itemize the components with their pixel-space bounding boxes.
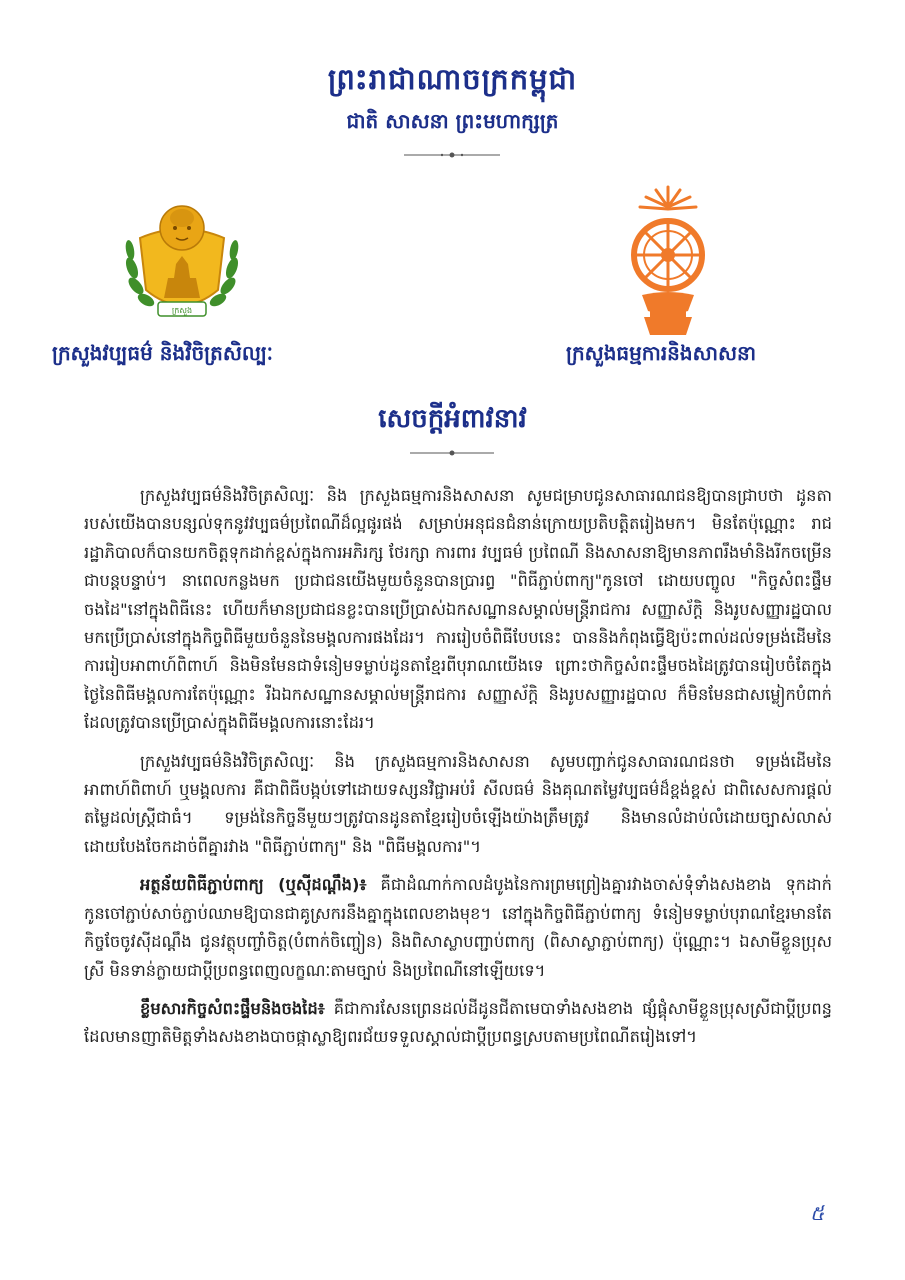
paragraph-1 xyxy=(84,482,832,738)
document-title: សេចក្ដីអំពាវនាវ xyxy=(378,404,527,434)
header-divider-ornament xyxy=(402,150,502,160)
paragraph-1-text: ក្រសួងវប្បធម៌និងវិចិត្រសិល្បៈ និង ក្រសួងធម្មការនិងសាសនា សូមជម្រាបជូនសាធារណជនឱ្យបានជ្រាបថា ដូនតារបស់យើងបានបន្សល់ទុកនូវវប្បធម៌ប្រពៃណីដ៏ល្អផូរផង់ សម្រាប់អនុជនជំនាន់ក្រោយប្រតិបត្តិតរៀងមក។ មិនតែប៉ុណ្ណោះ រាជរដ្ឋាភិបាលក៏បានយកចិត្តទុកដាក់ខ្ពស់ក្នុងការអភិរក្ស ថែរក្សា ការពារ វប្បធម៌ ប្រពៃណី និងសាសនាឱ្យមានភាពរឹងមាំនិងរីកចម្រើនជាបន្តបន្ទាប់។ នាពេលកន្លងមក ប្រជាជនយើងមួយចំនួនបានប្រារព្ធ "ពិធីភ្ជាប់ពាក្យ"កូនចៅ ដោយបញ្ចូល "កិច្ចសំពះផ្ទឹមចងដៃ"នៅក្នុងពិធីនេះ ហើយក៏មានប្រជាជនខ្លះបានប្រើប្រាស់ឯកសណ្ឋានសម្គាល់មន្ត្រីរាជការ សញ្ញាស័ក្តិ និងរូបសញ្ញារដ្ឋបាល មកប្រើប្រាស់នៅក្នុងកិច្ចពិធីមួយចំនួននៃមង្គលការផងដែរ។ ការរៀបចំពិធីបែបនេះ បាននិងកំពុងធ្វើឱ្យប៉ះពាល់ដល់ទម្រង់ដើមនៃការរៀបអាពាហ៍ពិពាហ៍ និងមិនមែនជាទំនៀមទម្លាប់ដូនតាខ្មែរពីបុរាណយើងទេ ព្រោះថាកិច្ចសំពះផ្ទឹមចងដៃត្រូវបានរៀបចំតែក្នុងថ្ងៃនៃពិធីមង្គលការតែប៉ុណ្ណោះ រីឯឯកសណ្ឋានសម្គាល់មន្ត្រីរាជការ សញ្ញាស័ក្តិ និងរូបសញ្ញារដ្ឋបាល ក៏មិនមែនជាសម្លៀកបំពាក់ដែលត្រូវបានប្រើប្រាស់ក្នុងពិធីមង្គលការនោះដែរ។ xyxy=(84,486,832,733)
paragraph-4-lead: ខ្លឹមសារកិច្ចសំពះផ្ទឹមនិងចងដៃ៖ xyxy=(140,998,325,1018)
paragraph-4 xyxy=(84,995,832,1052)
paragraph-2 xyxy=(84,748,832,862)
ministry-culture-label: ក្រសួងវប្បធម៌ និងវិចិត្រសិល្បៈ xyxy=(52,341,273,365)
paragraph-4-text: គឺជាការសែនព្រេនដល់ដីដូនជីតាមេបាទាំងសងខាង ផ្សំផ្គុំសាមីខ្លួនប្រុសស្រីជាប្ដីប្រពន្ធ ដែលមានញាតិមិត្តទាំងសងខាងបាចផ្កាស្លាឱ្យពរជ័យទទួលស្គាល់ជាប្ដីប្រពន្ធស្របតាមប្រពៃណីតរៀងទៅ។ xyxy=(84,998,832,1047)
logo-banner-text: ក្រសួង xyxy=(171,306,193,315)
national-motto: ជាតិ សាសនា ព្រះមហាក្សត្រ xyxy=(346,109,559,133)
kingdom-heading: ព្រះរាជាណាចក្រកម្ពុជា xyxy=(327,62,578,96)
ministry-culture-logo-icon xyxy=(118,198,246,326)
ministry-cults-religion-label: ក្រសួងធម្មការនិងសាសនា xyxy=(566,341,757,365)
page-number: ៥ xyxy=(810,1201,825,1225)
paragraph-2-text: ក្រសួងវប្បធម៌និងវិចិត្រសិល្បៈ និង ក្រសួងធម្មការនិងសាសនា សូមបញ្ជាក់ជូនសាធារណជនថា ទម្រង់ដើមនៃអាពាហ៍ពិពាហ៍ ឬមង្គលការ គឺជាពិធីបង្កប់ទៅដោយទស្សនវិជ្ជាអប់រំ សីលធម៌ និងគុណតម្លៃវប្បធម៌ដ៏ខ្ពង់ខ្ពស់ ជាពិសេសការផ្ដល់តម្លៃដល់ស្ត្រីជាធំ។ ទម្រង់នៃកិច្ចនីមួយៗត្រូវបានដូនតាខ្មែររៀបចំឡើងយ៉ាងត្រឹមត្រូវ និងមានលំដាប់លំដោយច្បាស់លាស់ ដោយបែងចែកដាច់ពីគ្នារវាង "ពិធីភ្ជាប់ពាក្យ" និង "ពិធីមង្គលការ"។ xyxy=(84,751,832,856)
paragraph-3 xyxy=(84,871,832,985)
announcement-body xyxy=(84,482,832,1062)
dharma-wheel-logo-icon xyxy=(628,185,708,337)
paragraph-3-text: គឺជាដំណាក់កាលដំបូងនៃការព្រមព្រៀងគ្នារវាងចាស់ទុំទាំងសងខាង ទុកដាក់កូនចៅភ្ជាប់សាច់ភ្ជាប់ឈាមឱ្យបានជាគូស្រករនឹងគ្នាក្នុងពេលខាងមុខ។ នៅក្នុងកិច្ចពិធីភ្ជាប់ពាក្យ ទំនៀមទម្លាប់បុរាណខ្មែរមានតែកិច្ចចែចូវស៊ីដណ្ដឹង ជូនវត្ថុបញ្ចាំចិត្ត(បំពាក់ចិញ្ចៀន) និងពិសាស្លាបញ្ជាប់ពាក្យ (ពិសាស្លាភ្ជាប់ពាក្យ) ប៉ុណ្ណោះ។ ឯសាមីខ្លួនប្រុសស្រី មិនទាន់ក្លាយជាប្ដីប្រពន្ធពេញលក្ខណៈតាមច្បាប់ និងប្រពៃណីនៅឡើយទេ។ xyxy=(84,875,832,980)
paragraph-3-lead: អត្ថន័យពិធីភ្ជាប់ពាក្យ (ឬស៊ីដណ្ដឹង)៖ xyxy=(140,875,367,895)
title-divider-ornament xyxy=(402,448,502,458)
